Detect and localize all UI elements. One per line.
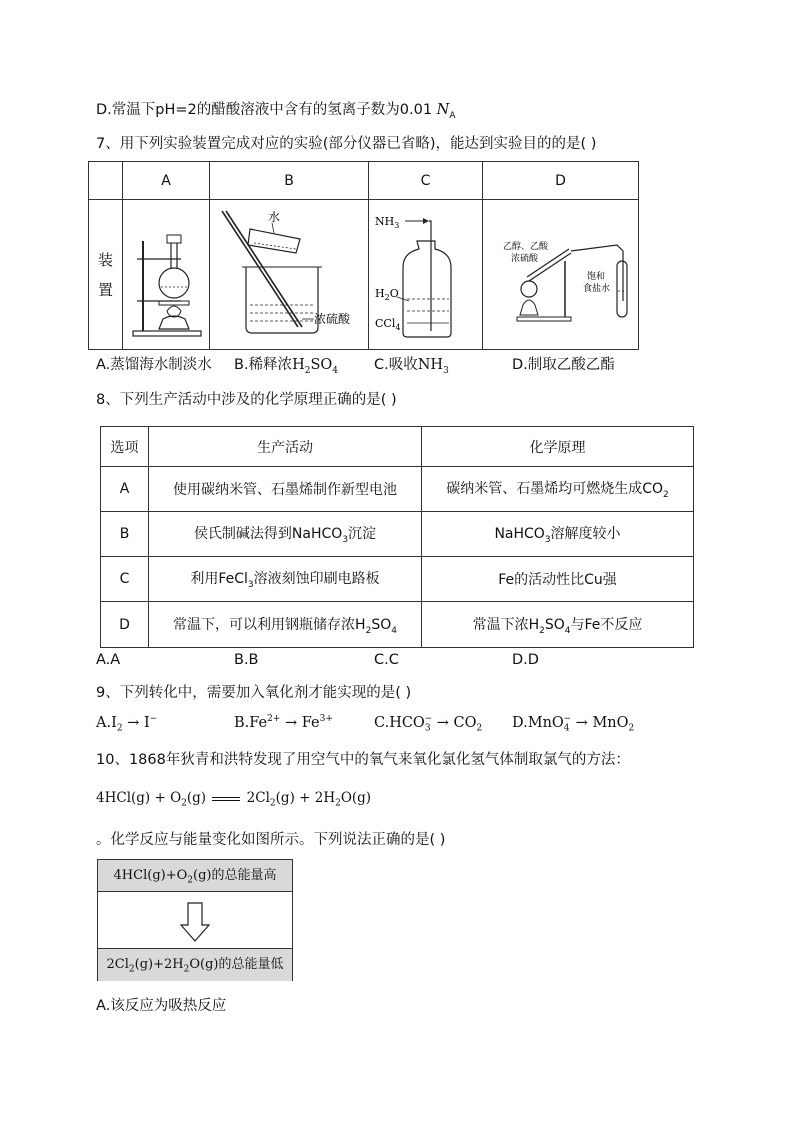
q8-answer-b: B.B (234, 652, 259, 668)
q8-row-b-option: B (101, 512, 149, 557)
q8-answer-a: A.A (96, 652, 121, 668)
equation-equals-sign (212, 797, 240, 801)
label-saturated: 饱和 (587, 271, 606, 282)
q7-header-a: A (123, 162, 210, 200)
q10-equation: $4HCl(g) + O_2(g) 2Cl_2(g) + 2H_2O(g)$ (96, 790, 372, 809)
label-ccl4: CCl$_4$ (375, 316, 401, 332)
q8-row-c-activity: 利用FeCl$_3$溶液刻蚀印刷电路板 (149, 557, 422, 602)
q8-row-d-principle: 常温下浓$H_2SO_4$与Fe不反应 (422, 602, 694, 648)
q8-row-b (101, 512, 694, 557)
label-water: 水 (268, 209, 281, 224)
ester-preparation-apparatus-icon (483, 201, 638, 349)
label-reagents: 乙醇、乙酸 (503, 241, 549, 252)
q8-row-d-option: D (101, 602, 149, 648)
q7-option-d: D.制取乙酸乙酯 (512, 357, 615, 373)
q8-row-a-principle: 碳纳米管、石墨烯均可燃烧生成$CO_2$ (422, 467, 694, 512)
q7-row-label (89, 200, 123, 350)
q8-answer-d: D.D (512, 652, 539, 668)
avogadro-sub: A (449, 110, 456, 121)
q7-apparatus-a (123, 200, 210, 350)
q8-row-a-option: A (101, 467, 149, 512)
dilution-apparatus-icon (210, 201, 368, 349)
q7-option-a: A.蒸馏海水制淡水 (96, 357, 212, 373)
q8-row-a (101, 467, 694, 512)
q9-option-c: $C.HCO_3^- \to CO_2$ (374, 714, 483, 734)
q8-row-d (101, 602, 694, 648)
q8-answer-c: C.C (374, 652, 399, 668)
q6-option-d (96, 98, 456, 121)
avogadro-symbol: N (436, 102, 450, 118)
q8-header-activity: 生产活动 (149, 427, 422, 467)
label-brine: 食盐水 (583, 283, 611, 294)
q7-apparatus-d (483, 200, 639, 350)
q9-option-d: D.MnO$_4$− → MnO$_2$ (512, 714, 635, 734)
q8-stem: 8、下列生产活动中涉及的化学原理正确的是( ) (96, 392, 397, 408)
q10-stem: 10、1868年狄青和洪特发现了用空气中的氧气来氧化氯化氢气体制取氯气的方法： (96, 752, 630, 768)
q7-option-c: C.吸收$NH_3$ (374, 357, 449, 376)
q8-row-b-principle: NaHCO$_3$溶解度较小 (422, 512, 694, 557)
row-label-1: 装 (97, 250, 113, 269)
energy-diagram (97, 859, 293, 981)
distillation-apparatus-icon (123, 201, 209, 349)
q8-row-a-activity: 使用碳纳米管、石墨烯制作新型电池 (149, 467, 422, 512)
q7-apparatus-b (210, 200, 369, 350)
q7-option-b: B.稀释浓$H_2SO_4$ (234, 357, 339, 376)
q7-header-d: D (483, 162, 639, 200)
q8-header-option: 选项 (101, 427, 149, 467)
q7-corner-cell (89, 162, 123, 200)
q8-row-c-principle: Fe的活动性比Cu强 (422, 557, 694, 602)
q8-row-c (101, 557, 694, 602)
q9-stem: 9、下列转化中，需要加入氧化剂才能实现的是( ) (96, 685, 412, 701)
q10-stem-2: 。化学反应与能量变化如图所示。下列说法正确的是( ) (96, 832, 446, 848)
q10-option-a: A.该反应为吸热反应 (96, 998, 227, 1014)
q8-table (100, 426, 694, 648)
row-label-2: 置 (97, 280, 113, 299)
q7-apparatus-c (369, 200, 483, 350)
q9-option-b: $B.Fe^{2+} \to Fe^{3+}$ (234, 714, 333, 731)
q7-stem: 7、用下列实验装置完成对应的实验(部分仪器已省略)，能达到实验目的的是( ) (96, 136, 597, 152)
q7-header-c: C (369, 162, 483, 200)
label-conc-acid: 浓硫酸 (314, 311, 351, 326)
label-reagents-acid: 浓硫酸 (511, 253, 539, 264)
q8-row-d-activity: 常温下，可以利用钢瓶储存浓$H_2SO_4$ (149, 602, 422, 648)
down-arrow-icon (180, 902, 210, 942)
q7-header-b: B (210, 162, 369, 200)
q8-row-c-option: C (101, 557, 149, 602)
energy-low-box: $2Cl_2(g)+2H_2O(g)$的总能量低 (98, 948, 292, 981)
q6-option-d-text: D.常温下pH=2的醋酸溶液中含有的氢离子数为0.01 (96, 102, 433, 118)
q9-option-a: $A.I_2 \to I^-$ (96, 714, 158, 734)
q8-row-b-activity: 侯氏制碱法得到NaHCO$_3$沉淀 (149, 512, 422, 557)
label-h2o: $H_2O$ (375, 286, 399, 302)
label-nh3: $NH_3$ (375, 214, 400, 230)
gas-absorption-bottle-icon (369, 201, 482, 349)
q7-apparatus-table (88, 161, 639, 350)
energy-high-box: $4HCl(g)+O_2(g)$的总能量高 (98, 860, 292, 892)
q8-header-principle: 化学原理 (422, 427, 694, 467)
